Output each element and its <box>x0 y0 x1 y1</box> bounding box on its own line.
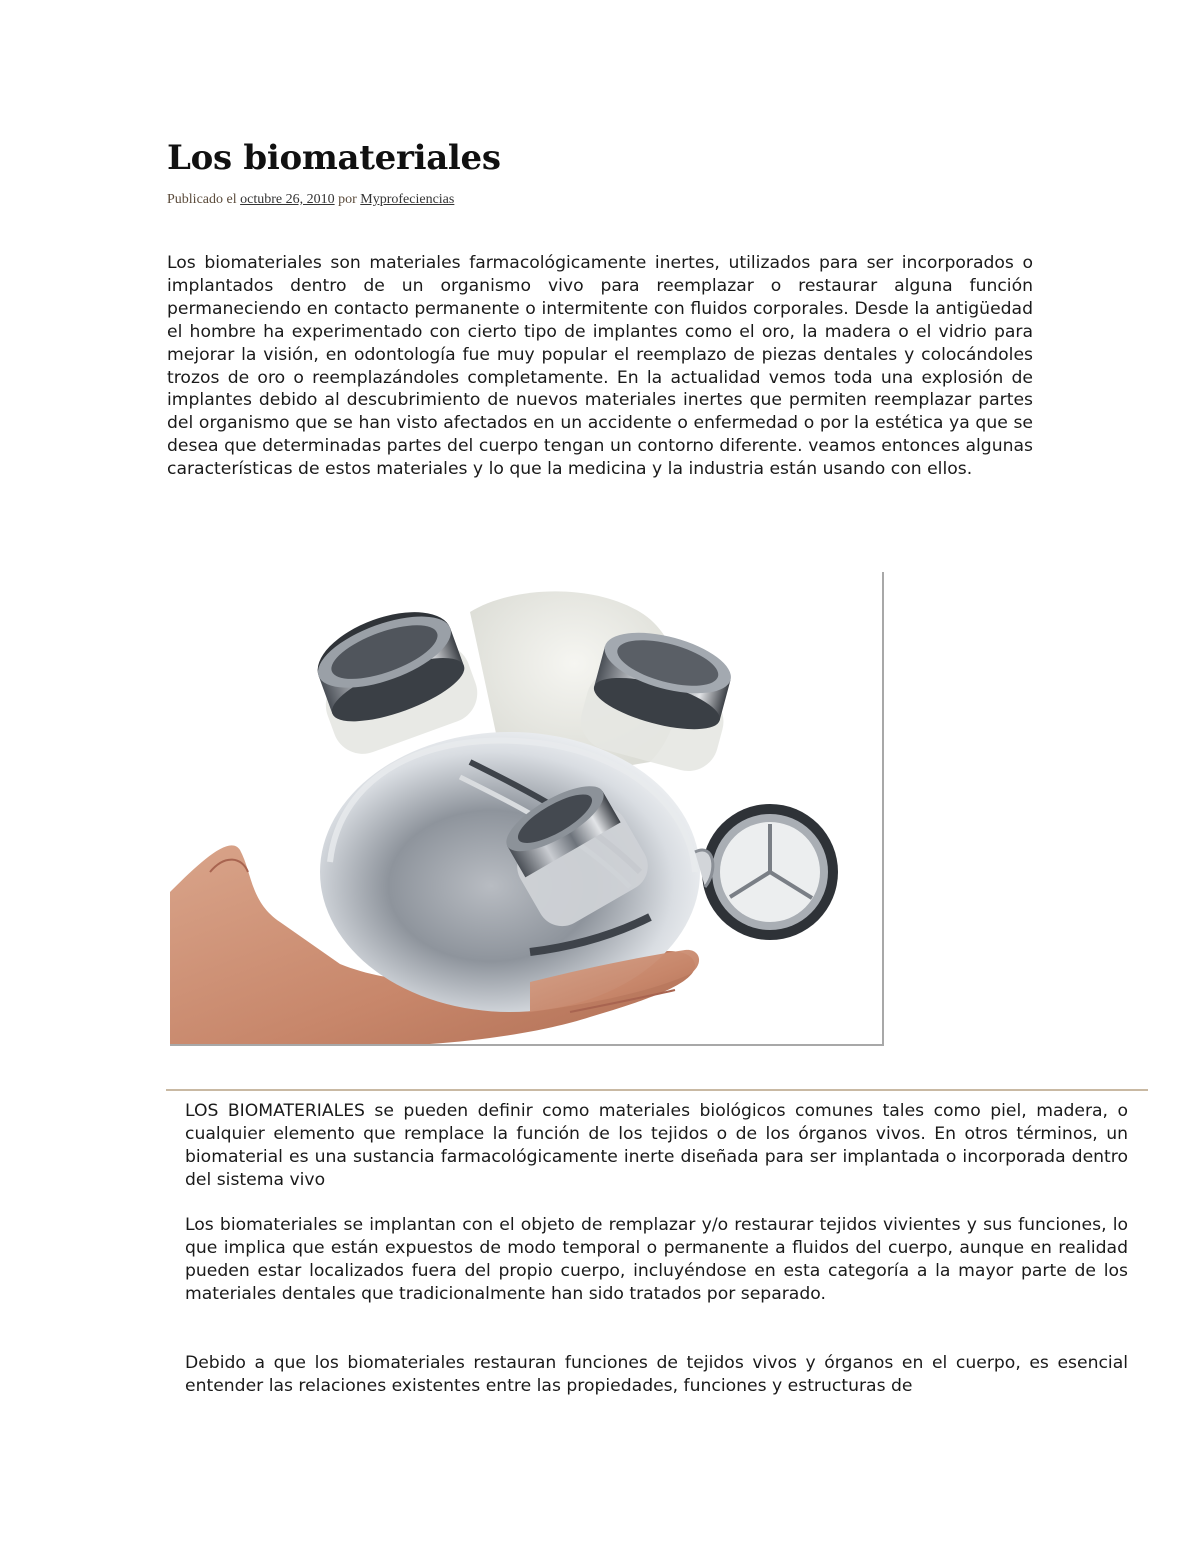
published-prefix: Publicado el <box>167 192 241 207</box>
author-link[interactable]: Myprofeciencias <box>360 192 455 207</box>
by-prefix: por <box>334 192 361 207</box>
article-title: Los biomateriales <box>167 138 501 178</box>
article-byline <box>167 192 454 208</box>
artificial-heart-illustration <box>170 572 882 1044</box>
section-divider <box>166 1089 1148 1091</box>
intro-paragraph: Los biomateriales son materiales farmacológicamente inertes, utilizados para ser incorporados o implantados dentro de un organismo vivo para reemplazar o restaurar alguna función permaneciendo en contacto permanente o intermitente con fluidos corporales. Desde la antigüedad el hombre ha experimentado con cierto tipo de implantes como el oro, la madera o el vidrio para mejorar la visión, en odontología fue muy popular el reemplazo de piezas dentales y colocándoles trozos de oro o reemplazándoles completamente. En la actualidad vemos toda una explosión de implantes debido al descubrimiento de nuevos materiales inertes que permiten reemplazar partes del organismo que se han visto afectados en un accidente o enfermedad o por la estética ya que se desea que determinadas partes del cuerpo tengan un contorno diferente. veamos entonces algunas características de estos materiales y lo que la medicina y la industria están usando con ellos. <box>167 253 1033 480</box>
implant-purpose-paragraph: Los biomateriales se implantan con el objeto de remplazar y/o restaurar tejidos vivientes y sus funciones, lo que implica que están expuestos de modo temporal o permanente a fluidos del cuerpo, aunque en realidad pueden estar localizados fuera del propio cuerpo, incluyéndose en esta categoría a la mayor parte de los materiales dentales que tradicionalmente han sido tratados por separado. <box>185 1215 1128 1304</box>
post-date-link[interactable]: octubre 26, 2010 <box>240 192 335 207</box>
artificial-heart-photo <box>170 572 884 1046</box>
definition-paragraph: LOS BIOMATERIALES se pueden definir como materiales biológicos comunes tales como piel, madera, o cualquier elemento que remplace la función de los tejidos o de los órganos vivos. En otros términos, un biomaterial es una sustancia farmacológicamente inerte diseñada para ser implantada o incorporada dentro del sistema vivo <box>185 1101 1128 1190</box>
relations-paragraph: Debido a que los biomateriales restauran funciones de tejidos vivos y órganos en el cuerpo, es esencial entender las relaciones existentes entre las propiedades, funciones y estructuras de <box>185 1353 1128 1396</box>
